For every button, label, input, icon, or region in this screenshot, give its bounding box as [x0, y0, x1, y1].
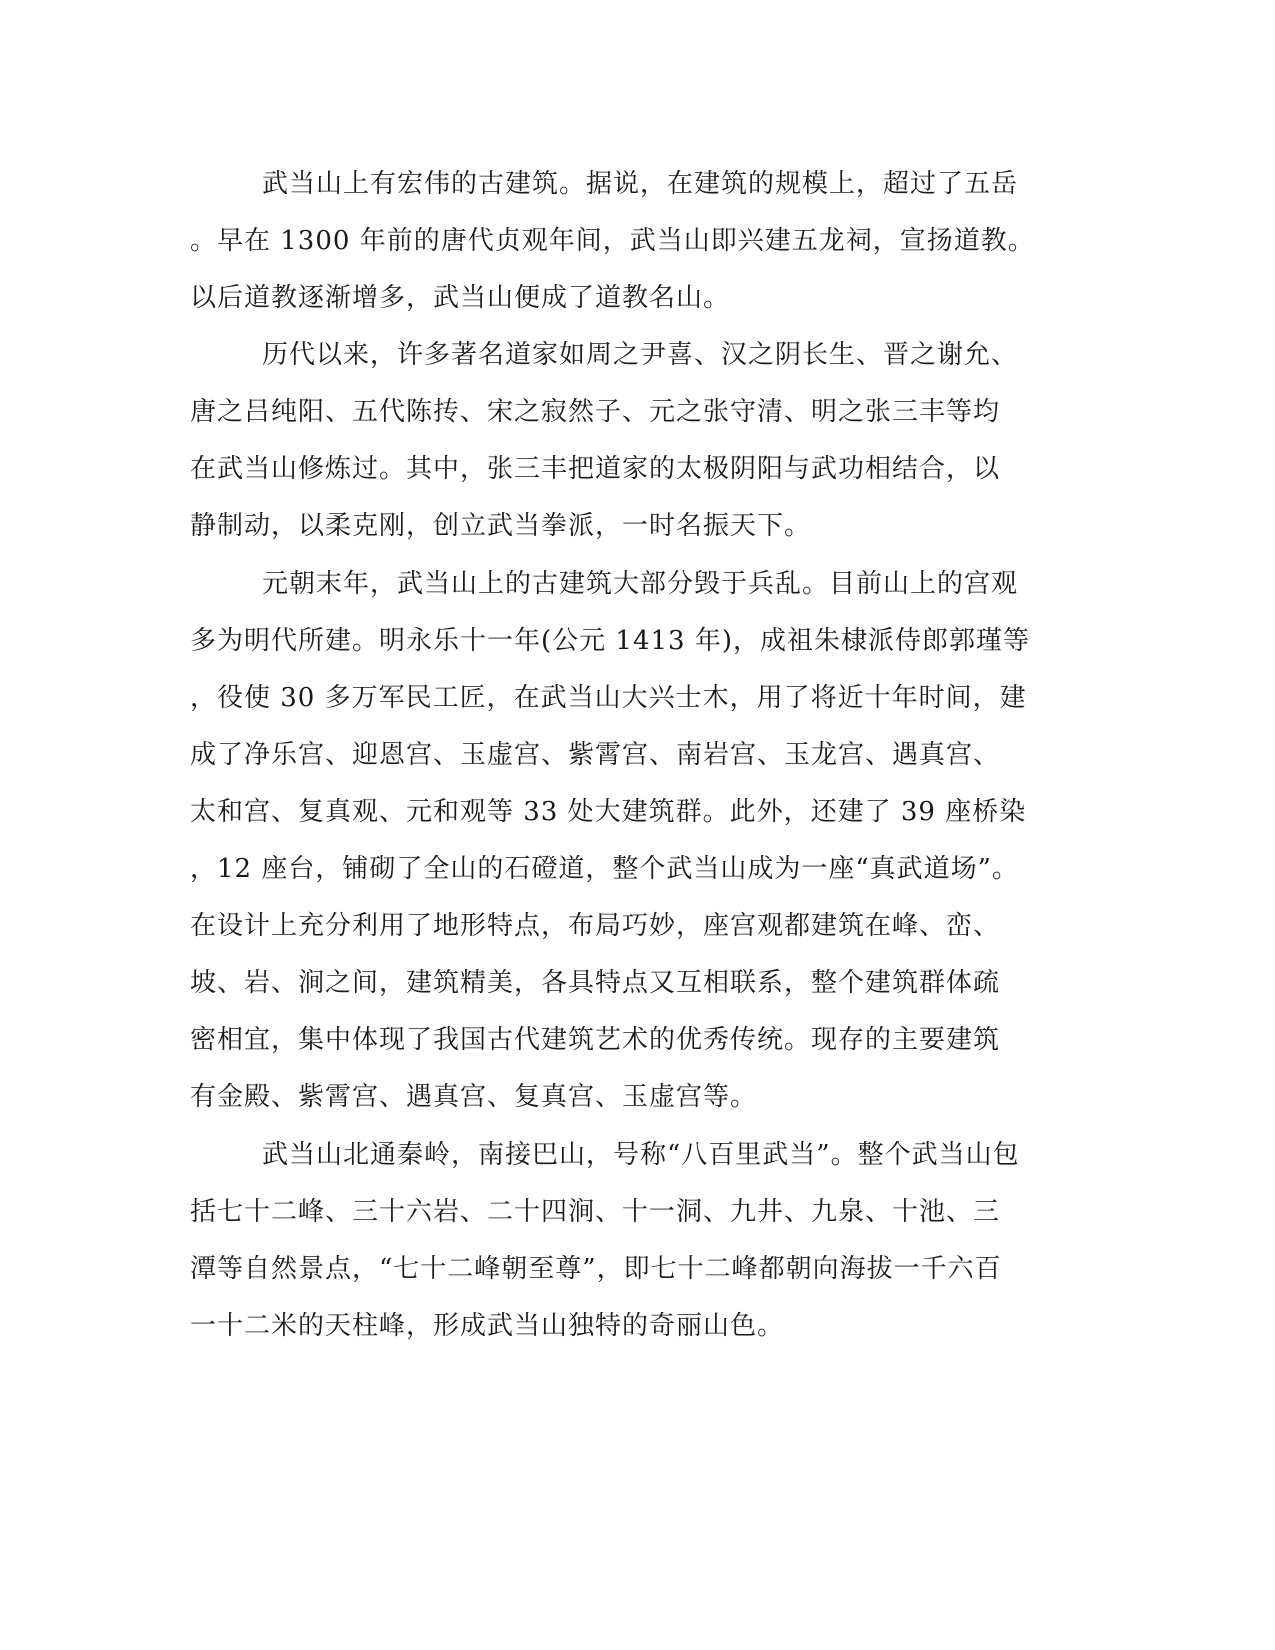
paragraph-2-line-3: 在武当山修炼过。其中，张三丰把道家的太极阴阳与武功相结合，以 [190, 454, 1001, 484]
paragraph-4-line-1: 武当山北通秦岭，南接巴山，号称“八百里武当”。整个武当山包 [262, 1140, 1020, 1170]
paragraph-3-line-2: 多为明代所建。明永乐十一年(公元 1413 年)，成祖朱棣派侍郎郭瑾等 [190, 626, 1030, 656]
paragraph-1-line-2: 。早在 1300 年前的唐代贞观年间，武当山即兴建五龙祠，宣扬道教。 [190, 226, 1035, 256]
paragraph-1-line-3: 以后道教逐渐增多，武当山便成了道教名山。 [190, 283, 731, 313]
paragraph-3-line-1: 元朝末年，武当山上的古建筑大部分毁于兵乱。目前山上的宫观 [262, 569, 1019, 599]
paragraph-3-line-6: ，12 座台，铺砌了全山的石磴道，整个武当山成为一座“真武道场”。 [190, 854, 1019, 884]
paragraph-3-line-7: 在设计上充分利用了地形特点，布局巧妙，座宫观都建筑在峰、峦、 [190, 911, 1001, 941]
paragraph-3-line-10: 有金殿、紫霄宫、遇真宫、复真宫、玉虚宫等。 [190, 1082, 758, 1112]
paragraph-4-line-2: 括七十二峰、三十六岩、二十四涧、十一洞、九井、九泉、十池、三 [190, 1197, 1001, 1227]
paragraph-1-line-1: 武当山上有宏伟的古建筑。据说，在建筑的规模上，超过了五岳 [262, 169, 1019, 199]
paragraph-2-line-2: 唐之吕纯阳、五代陈抟、宋之寂然子、元之张守清、明之张三丰等均 [190, 397, 1001, 427]
paragraph-3-line-3: ，役使 30 多万军民工匠，在武当山大兴士木，用了将近十年时间，建 [190, 683, 1027, 713]
paragraph-3-line-4: 成了净乐宫、迎恩宫、玉虚宫、紫霄宫、南岩宫、玉龙宫、遇真宫、 [190, 740, 1001, 770]
paragraph-2-line-4: 静制动，以柔克刚，创立武当拳派，一时名振天下。 [190, 511, 812, 541]
paragraph-4-line-4: 一十二米的天柱峰，形成武当山独特的奇丽山色。 [190, 1311, 785, 1341]
paragraph-3-line-9: 密相宜，集中体现了我国古代建筑艺术的优秀传统。现存的主要建筑 [190, 1025, 1001, 1055]
paragraph-4-line-3: 潭等自然景点，“七十二峰朝至尊”，即七十二峰都朝向海拔一千六百 [190, 1254, 1002, 1284]
paragraph-2-line-1: 历代以来，许多著名道家如周之尹喜、汉之阴长生、晋之谢允、 [262, 340, 1019, 370]
paragraph-3-line-5: 太和宫、复真观、元和观等 33 处大建筑群。此外，还建了 39 座桥染 [190, 797, 1027, 827]
paragraph-3-line-8: 坡、岩、涧之间，建筑精美，各具特点又互相联系，整个建筑群体疏 [190, 968, 1001, 998]
